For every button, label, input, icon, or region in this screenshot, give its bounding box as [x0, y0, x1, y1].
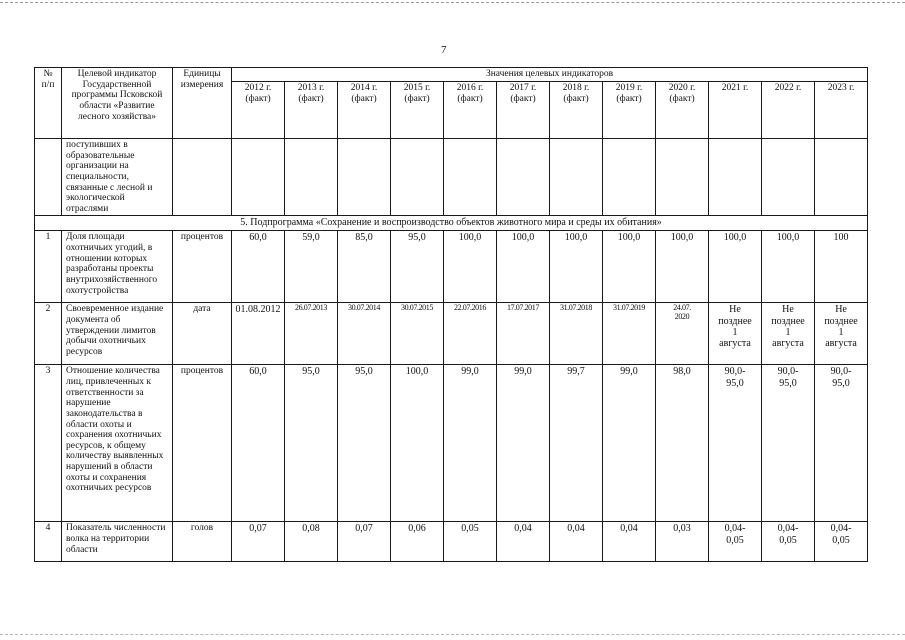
- page-number: 7: [441, 44, 447, 56]
- row-value: 0,04: [550, 522, 603, 562]
- row-unit: процентов: [173, 231, 232, 303]
- header-year: 2021 г.: [709, 82, 762, 139]
- header-number: № п/п: [35, 68, 62, 139]
- header-year: 2023 г.: [815, 82, 868, 139]
- row-value: 99,0: [444, 365, 497, 522]
- row-value: 24.07. 2020: [656, 303, 709, 365]
- row-value: 100,0: [656, 231, 709, 303]
- row-value: 0,06: [391, 522, 444, 562]
- scan-top-edge: [0, 2, 905, 3]
- row-value: 99,0: [497, 365, 550, 522]
- row-value: 0,04- 0,05: [709, 522, 762, 562]
- row-value: 98,0: [656, 365, 709, 522]
- row-value: 0,08: [285, 522, 338, 562]
- row-value: 90,0- 95,0: [815, 365, 868, 522]
- row-value: 100,0: [391, 365, 444, 522]
- target-indicators-table: [34, 67, 868, 562]
- row-value: 99,7: [550, 365, 603, 522]
- row-value: Не позднее 1 августа: [762, 303, 815, 365]
- row-value: 0,03: [656, 522, 709, 562]
- header-year: 2017 г. (факт): [497, 82, 550, 139]
- header-values-group: Значения целевых индикаторов: [232, 68, 868, 82]
- header-year: 2016 г. (факт): [444, 82, 497, 139]
- row-number: 2: [35, 303, 62, 365]
- header-indicator: Целевой индикатор Государственной программы Псковской области «Развитие лесного хозяйства»: [62, 68, 173, 139]
- row-value: 100,0: [444, 231, 497, 303]
- row-indicator: Отношение количества лиц, привлеченных к ответственности за нарушение законодательства в области охоты и сохранения охотничьих ресурсов, к общему количеству выявленных нарушений в области охоты и сохранения охотничьих ресурсов: [62, 365, 173, 522]
- row-value: 59,0: [285, 231, 338, 303]
- row-value: 31.07.2019: [603, 303, 656, 365]
- table-row: [35, 365, 868, 522]
- row-value: 100,0: [497, 231, 550, 303]
- row-value: 95,0: [285, 365, 338, 522]
- header-year: 2014 г. (факт): [338, 82, 391, 139]
- row-value: 0,04- 0,05: [815, 522, 868, 562]
- header-year: 2019 г. (факт): [603, 82, 656, 139]
- row-value: 31.07.2018: [550, 303, 603, 365]
- row-number: 3: [35, 365, 62, 522]
- row-value: 95,0: [338, 365, 391, 522]
- section-title: 5. Подпрограмма «Сохранение и воспроизводство объектов животного мира и среды их обитания»: [35, 216, 868, 231]
- row-number: 4: [35, 522, 62, 562]
- table-row: [35, 231, 868, 303]
- row-value: 95,0: [391, 231, 444, 303]
- row-value: 0,04: [603, 522, 656, 562]
- row-value: 0,05: [444, 522, 497, 562]
- row-value: 60,0: [232, 231, 285, 303]
- row-value: 0,04- 0,05: [762, 522, 815, 562]
- header-year: 2012 г. (факт): [232, 82, 285, 139]
- continuation-row: [35, 139, 868, 216]
- row-value: Не позднее 1 августа: [815, 303, 868, 365]
- row-value: 85,0: [338, 231, 391, 303]
- row-value: 0,07: [338, 522, 391, 562]
- row-value: 17.07.2017: [497, 303, 550, 365]
- row-value: 22.07.2016: [444, 303, 497, 365]
- header-year: 2018 г. (факт): [550, 82, 603, 139]
- row-value: 0,07: [232, 522, 285, 562]
- row-value: 0,04: [497, 522, 550, 562]
- scan-bottom-edge: [0, 634, 905, 635]
- header-unit: Единицы измерения: [173, 68, 232, 139]
- row-value: 30.07.2015: [391, 303, 444, 365]
- header-year: 2020 г. (факт): [656, 82, 709, 139]
- row-indicator: Доля площади охотничьих угодий, в отношении которых разработаны проекты внутрихозяйственного охотустройства: [62, 231, 173, 303]
- row-value: 100,0: [709, 231, 762, 303]
- row-value: 90,0- 95,0: [762, 365, 815, 522]
- row-unit: голов: [173, 522, 232, 562]
- table-row: [35, 303, 868, 365]
- row-value: 90,0- 95,0: [709, 365, 762, 522]
- row-unit: дата: [173, 303, 232, 365]
- table-row: [35, 522, 868, 562]
- row-value: 30.07.2014: [338, 303, 391, 365]
- row-value: 60,0: [232, 365, 285, 522]
- row-number: 1: [35, 231, 62, 303]
- header-year: 2022 г.: [762, 82, 815, 139]
- row-value: 99,0: [603, 365, 656, 522]
- header-year: 2013 г. (факт): [285, 82, 338, 139]
- row-value: Не позднее 1 августа: [709, 303, 762, 365]
- continuation-text: поступивших в образовательные организации на специальности, связанные с лесной и экологической отраслями: [62, 139, 173, 216]
- row-value: 100,0: [550, 231, 603, 303]
- row-value: 100: [815, 231, 868, 303]
- section-row: [35, 216, 868, 231]
- header-year: 2015 г. (факт): [391, 82, 444, 139]
- row-value: 100,0: [603, 231, 656, 303]
- row-indicator: Показатель численности волка на территории области: [62, 522, 173, 562]
- row-indicator: Своевременное издание документа об утверждении лимитов добычи охотничьих ресурсов: [62, 303, 173, 365]
- row-value: 26.07.2013: [285, 303, 338, 365]
- row-unit: процентов: [173, 365, 232, 522]
- row-value: 100,0: [762, 231, 815, 303]
- row-value: 01.08.2012: [232, 303, 285, 365]
